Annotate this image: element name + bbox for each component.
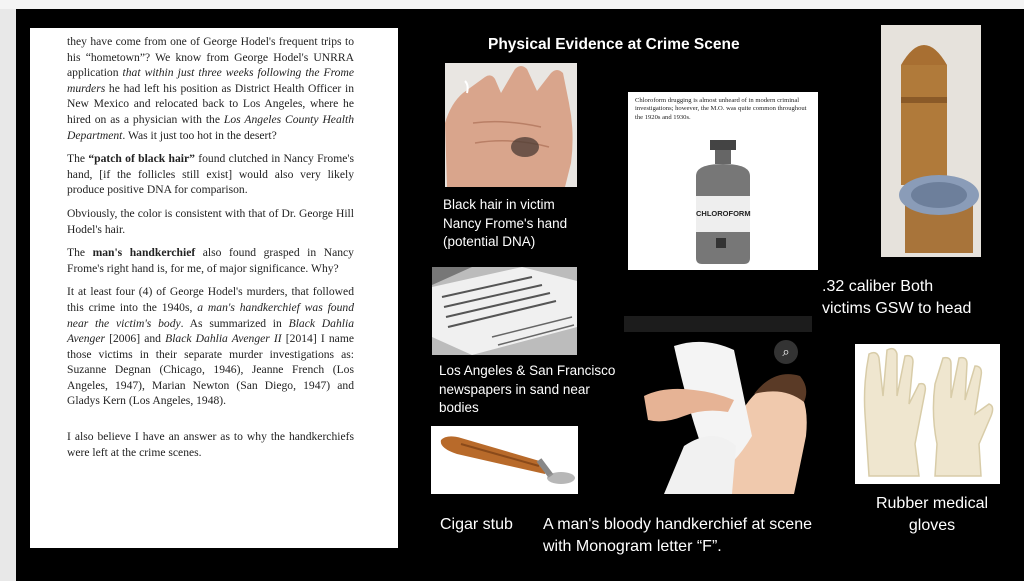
handkerchief-photo [624, 316, 812, 494]
paragraph-4: The man's handkerchief also found grasped in Nancy Frome's right hand is, for me, of major significance. Why? [67, 246, 354, 275]
news-caption [439, 362, 615, 418]
newspaper-photo [432, 267, 577, 355]
gloves-caption-line-2: gloves [908, 517, 956, 534]
hair-caption-line-2: Nancy Frome's hand [443, 215, 568, 231]
bullet-photo [881, 25, 981, 257]
lens-search-icon[interactable]: ⌕ [774, 340, 798, 364]
document-page [30, 28, 398, 548]
hair-caption [443, 196, 567, 252]
news-caption-line-3: bodies [439, 400, 479, 415]
news-caption-line-2: newspapers in sand near [439, 381, 590, 397]
paragraph-1: they have come from one of George Hodel's frequent trips to his “hometown”? We know from George Hodel's UNRRA application that within just three weeks following the Frome murders he had left his position as District Health Officer in New Mexico and relocated back to Los Angeles, where he hired on as a physician with the Los Angeles County Health Department. Was it just too hot in the desert? [67, 35, 354, 142]
hair-caption-line-3: (potential DNA) [443, 234, 536, 249]
gloves-caption-line-1: Rubber medical [875, 495, 989, 512]
bullet-caption [822, 276, 971, 320]
chloroform-card [628, 92, 818, 270]
hair-caption-line-1: Black hair in victim [443, 197, 555, 212]
hankie-caption [543, 514, 812, 558]
cigar-photo [431, 426, 578, 494]
window-left-strip [0, 9, 16, 581]
chloroform-bottle-icon [628, 92, 818, 270]
paragraph-6: I also believe I have an answer as to why the handkerchiefs were left at the crime scenes. [67, 430, 354, 459]
chloroform-text: Chloroform drugging is almost unheard of in modern criminal investigations; however, the M.O. was quite common throughout the 1920s and 1930s. [635, 97, 807, 121]
window-top-strip [0, 0, 1024, 9]
hand-photo [445, 63, 577, 187]
paragraph-3: Obviously, the color is consistent with that of Dr. George Hill Hodel's hair. [67, 206, 354, 236]
bullet-caption-line-2: victims GSW to head [822, 300, 972, 317]
slide-title: Physical Evidence at Crime Scene [488, 36, 740, 53]
bullet-caption-line-1: .32 caliber Both [822, 278, 934, 295]
bottle-label: CHLOROFORM [696, 209, 751, 218]
gloves-caption [866, 493, 998, 537]
cigar-caption: Cigar stub [440, 516, 513, 533]
paragraph-2: The “patch of black hair” found clutched in Nancy Frome's hand, [if the follicles still exist] would also very likely produce positive DNA for comparison. [67, 152, 354, 197]
gloves-photo [855, 344, 1000, 484]
paragraph-5: It at least four (4) of George Hodel's murders, that followed this crime into the 1940s, a man's handkerchief was found near the victim's body. As summarized in Black Dahlia Avenger [2006] and Black Dahlia Avenger II [2014] I name those victims in their separate murder investigations as: Suzanne Degnan (Chicago, 1946), Jeanne French (Los Angeles, 1947), Marian Newton (San Diego, 1947) and Gladys Kern (Los Angeles, 1948). [67, 285, 355, 408]
hankie-caption-line-1: A man's bloody handkerchief at scene [543, 516, 812, 533]
news-caption-line-1: Los Angeles & San Francisco [439, 363, 616, 378]
hankie-caption-line-2: with Monogram letter “F”. [543, 538, 722, 555]
document-text [67, 34, 354, 468]
